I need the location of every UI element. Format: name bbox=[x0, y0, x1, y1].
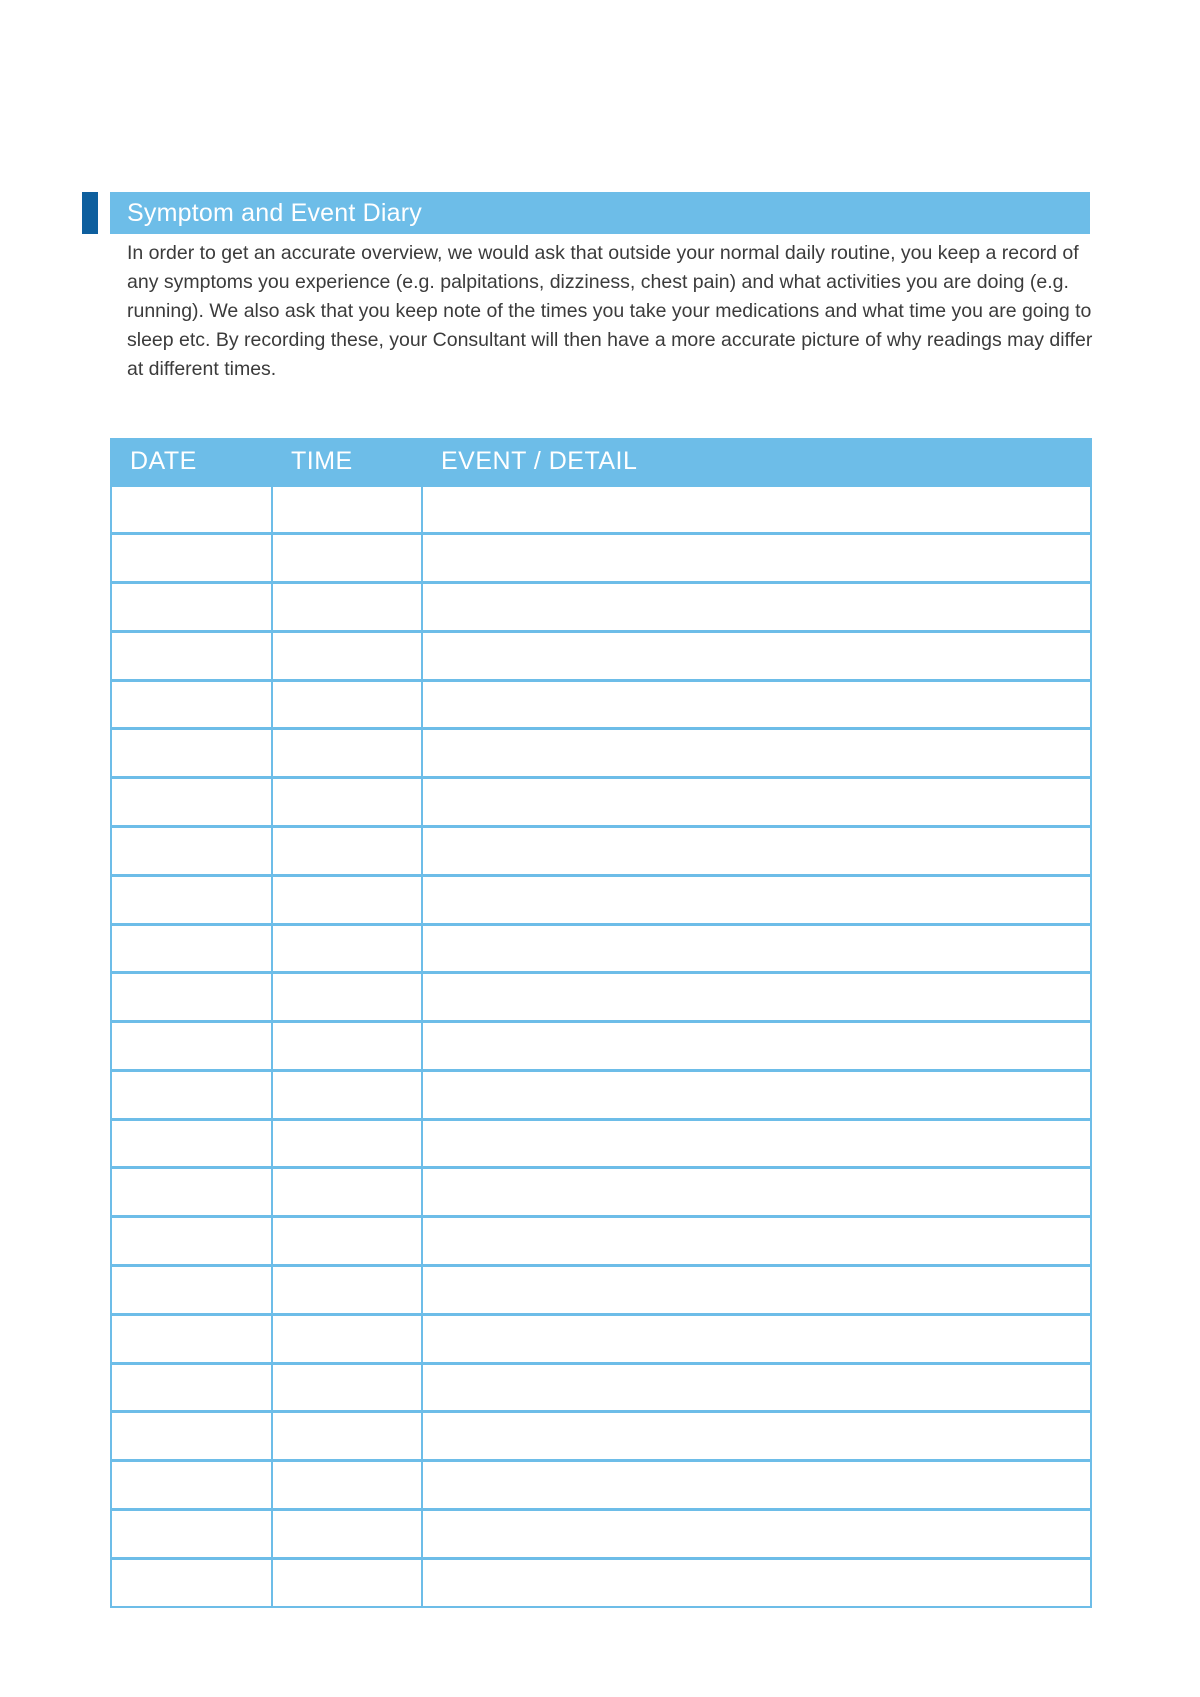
date-cell[interactable] bbox=[111, 973, 272, 1022]
time-cell[interactable] bbox=[272, 1022, 422, 1071]
date-cell[interactable] bbox=[111, 778, 272, 827]
event-detail-cell[interactable] bbox=[422, 924, 1091, 973]
time-cell[interactable] bbox=[272, 924, 422, 973]
table-row bbox=[111, 1070, 1091, 1119]
event-detail-cell[interactable] bbox=[422, 1363, 1091, 1412]
event-detail-cell[interactable] bbox=[422, 583, 1091, 632]
date-cell[interactable] bbox=[111, 1119, 272, 1168]
date-cell[interactable] bbox=[111, 1022, 272, 1071]
event-detail-cell[interactable] bbox=[422, 1412, 1091, 1461]
date-cell[interactable] bbox=[111, 1509, 272, 1558]
event-detail-cell[interactable] bbox=[422, 1509, 1091, 1558]
table-row bbox=[111, 1461, 1091, 1510]
event-detail-cell[interactable] bbox=[422, 729, 1091, 778]
table-row bbox=[111, 534, 1091, 583]
time-cell[interactable] bbox=[272, 583, 422, 632]
table-row bbox=[111, 1509, 1091, 1558]
date-cell[interactable] bbox=[111, 1461, 272, 1510]
time-cell[interactable] bbox=[272, 1412, 422, 1461]
table-row bbox=[111, 485, 1091, 534]
table-row bbox=[111, 1119, 1091, 1168]
event-detail-cell[interactable] bbox=[422, 1119, 1091, 1168]
time-cell[interactable] bbox=[272, 973, 422, 1022]
date-cell[interactable] bbox=[111, 1412, 272, 1461]
event-detail-cell[interactable] bbox=[422, 631, 1091, 680]
time-cell[interactable] bbox=[272, 1558, 422, 1607]
table-row bbox=[111, 973, 1091, 1022]
section-title-bar bbox=[110, 192, 1090, 234]
date-cell[interactable] bbox=[111, 631, 272, 680]
time-cell[interactable] bbox=[272, 680, 422, 729]
time-cell[interactable] bbox=[272, 1509, 422, 1558]
event-detail-cell[interactable] bbox=[422, 778, 1091, 827]
event-detail-cell[interactable] bbox=[422, 1217, 1091, 1266]
date-cell[interactable] bbox=[111, 583, 272, 632]
time-cell[interactable] bbox=[272, 1119, 422, 1168]
table-row bbox=[111, 680, 1091, 729]
diary-table bbox=[110, 438, 1092, 1608]
time-cell[interactable] bbox=[272, 826, 422, 875]
date-cell[interactable] bbox=[111, 1363, 272, 1412]
table-row bbox=[111, 924, 1091, 973]
time-cell[interactable] bbox=[272, 1266, 422, 1315]
time-cell[interactable] bbox=[272, 1217, 422, 1266]
table-row bbox=[111, 826, 1091, 875]
event-detail-cell[interactable] bbox=[422, 1168, 1091, 1217]
time-cell[interactable] bbox=[272, 631, 422, 680]
column-header-time: TIME bbox=[272, 439, 422, 485]
date-cell[interactable] bbox=[111, 729, 272, 778]
table-row bbox=[111, 729, 1091, 778]
table-row bbox=[111, 1314, 1091, 1363]
table-row bbox=[111, 1168, 1091, 1217]
event-detail-cell[interactable] bbox=[422, 1070, 1091, 1119]
date-cell[interactable] bbox=[111, 826, 272, 875]
section-title: Symptom and Event Diary bbox=[127, 198, 422, 227]
date-cell[interactable] bbox=[111, 1314, 272, 1363]
table-row bbox=[111, 1022, 1091, 1071]
time-cell[interactable] bbox=[272, 1070, 422, 1119]
date-cell[interactable] bbox=[111, 534, 272, 583]
date-cell[interactable] bbox=[111, 485, 272, 534]
intro-paragraph: In order to get an accurate overview, we would ask that outside your normal daily routine, you keep a record of any symptoms you experience (e.g. palpitations, dizziness, chest pain) and what activities you are doing (e.g. running). We also ask that you keep note of the times you take your medications and what time you are going to sleep etc. By recording these, your Consultant will then have a more accurate picture of why readings may differ at different times. bbox=[127, 242, 1093, 380]
event-detail-cell[interactable] bbox=[422, 485, 1091, 534]
event-detail-cell[interactable] bbox=[422, 1461, 1091, 1510]
event-detail-cell[interactable] bbox=[422, 875, 1091, 924]
time-cell[interactable] bbox=[272, 534, 422, 583]
date-cell[interactable] bbox=[111, 1070, 272, 1119]
time-cell[interactable] bbox=[272, 1461, 422, 1510]
column-header-event: EVENT / DETAIL bbox=[422, 439, 1091, 485]
time-cell[interactable] bbox=[272, 1168, 422, 1217]
table-header-row bbox=[111, 439, 1091, 485]
table-row bbox=[111, 1217, 1091, 1266]
time-cell[interactable] bbox=[272, 778, 422, 827]
date-cell[interactable] bbox=[111, 1266, 272, 1315]
date-cell[interactable] bbox=[111, 1168, 272, 1217]
event-detail-cell[interactable] bbox=[422, 534, 1091, 583]
table-row bbox=[111, 583, 1091, 632]
event-detail-cell[interactable] bbox=[422, 1266, 1091, 1315]
date-cell[interactable] bbox=[111, 1558, 272, 1607]
section-accent-bar bbox=[82, 192, 98, 234]
date-cell[interactable] bbox=[111, 924, 272, 973]
event-detail-cell[interactable] bbox=[422, 826, 1091, 875]
date-cell[interactable] bbox=[111, 1217, 272, 1266]
time-cell[interactable] bbox=[272, 1363, 422, 1412]
event-detail-cell[interactable] bbox=[422, 973, 1091, 1022]
table-row bbox=[111, 1363, 1091, 1412]
event-detail-cell[interactable] bbox=[422, 1022, 1091, 1071]
time-cell[interactable] bbox=[272, 485, 422, 534]
date-cell[interactable] bbox=[111, 875, 272, 924]
event-detail-cell[interactable] bbox=[422, 680, 1091, 729]
diary-table-body bbox=[111, 485, 1091, 1607]
event-detail-cell[interactable] bbox=[422, 1558, 1091, 1607]
table-row bbox=[111, 631, 1091, 680]
table-row bbox=[111, 1266, 1091, 1315]
event-detail-cell[interactable] bbox=[422, 1314, 1091, 1363]
time-cell[interactable] bbox=[272, 729, 422, 778]
date-cell[interactable] bbox=[111, 680, 272, 729]
table-row bbox=[111, 1558, 1091, 1607]
table-row bbox=[111, 778, 1091, 827]
column-header-date: DATE bbox=[111, 439, 272, 485]
table-row bbox=[111, 875, 1091, 924]
time-cell[interactable] bbox=[272, 875, 422, 924]
time-cell[interactable] bbox=[272, 1314, 422, 1363]
table-row bbox=[111, 1412, 1091, 1461]
